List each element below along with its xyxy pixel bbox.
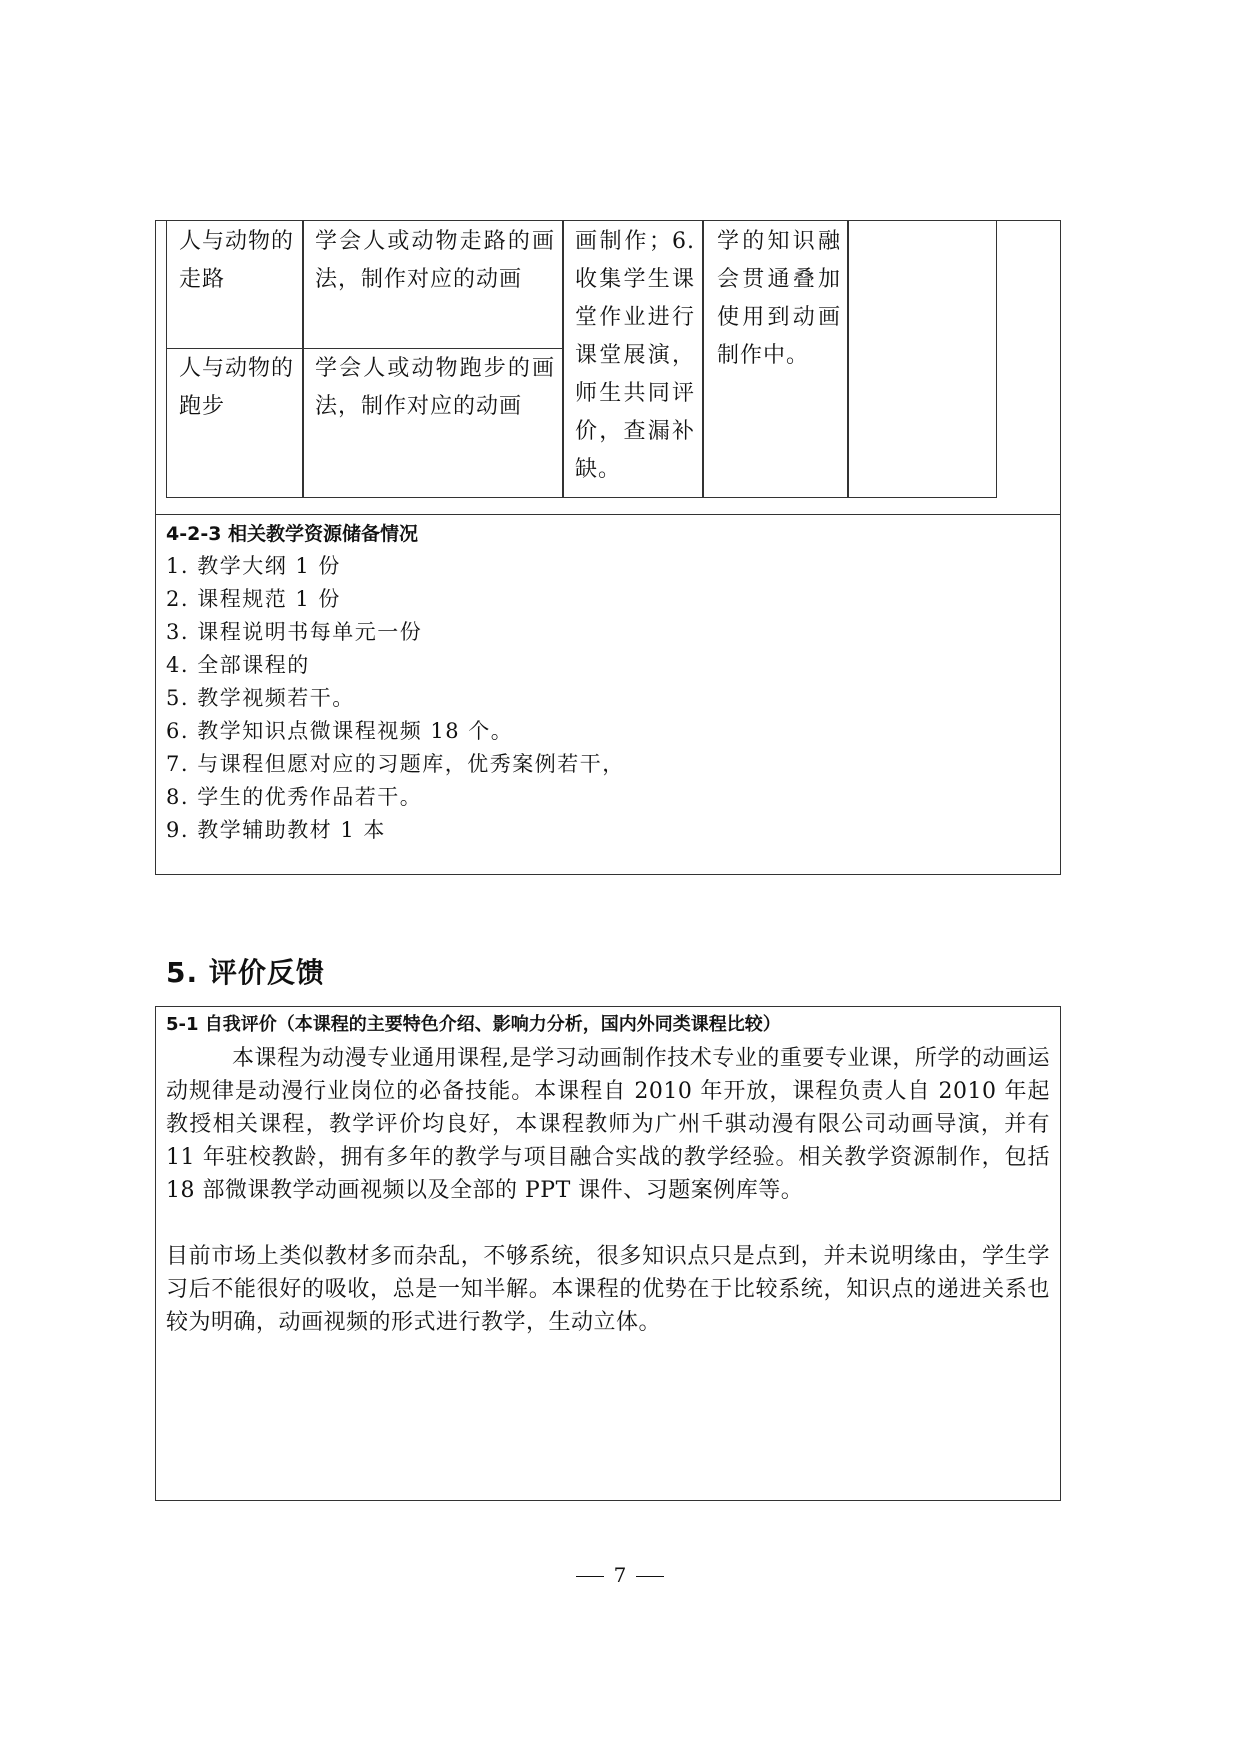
list-item: 6. 教学知识点微课程视频 18 个。 (166, 719, 514, 743)
list-item: 8. 学生的优秀作品若干。 (166, 785, 423, 809)
resources-title: 4-2-3 相关教学资源储备情况 (166, 523, 419, 545)
section-divider (155, 514, 1061, 515)
table-cell-topic: 人与动物的走路 (179, 229, 295, 292)
evaluation-paragraph: 本课程为动漫专业通用课程,是学习动画制作技术专业的重要专业课，所学的动画运动规律是动漫行业岗位的必备技能。本课程自 2010 年开放，课程负责人自 2010 年起教授相关课程，教学评价均良好，本课程教师为广州千骐动漫有限公司动画导演，并有 11 年驻校教龄，拥有多年的教学与项目融合实战的教学经验。相关教学资源制作，包括 18 部微课教学动画视频以及全部的 PPT 课件、习题案例库等。 (166, 1046, 1050, 1203)
column-divider (702, 221, 704, 498)
table-cell-method: 画制作；6. 收集学生课堂作业进行课堂展演，师生共同评价，查漏补缺。 (575, 229, 695, 482)
footer-dash (636, 1576, 664, 1577)
page-number: 7 (613, 1563, 627, 1587)
footer-dash (576, 1576, 604, 1577)
list-item: 4. 全部课程的 (166, 653, 310, 677)
list-item: 7. 与课程但愿对应的习题库，优秀案例若干， (166, 752, 625, 776)
list-item: 2. 课程规范 1 份 (166, 587, 341, 611)
course-content-table (166, 220, 997, 498)
row-divider (167, 348, 562, 349)
table-cell-topic: 人与动物的跑步 (179, 356, 295, 419)
table-cell-objective: 学会人或动物走路的画法，制作对应的动画 (315, 229, 555, 292)
list-item: 3. 课程说明书每单元一份 (166, 620, 423, 644)
list-item: 9. 教学辅助教材 1 本 (166, 818, 386, 842)
table-cell-goal: 学的知识融会贯通叠加使用到动画制作中。 (717, 229, 841, 368)
table-cell-objective: 学会人或动物跑步的画法，制作对应的动画 (315, 356, 555, 419)
list-item: 5. 教学视频若干。 (166, 686, 355, 710)
column-divider (847, 221, 849, 498)
resources-list (166, 550, 625, 847)
column-divider (302, 221, 304, 498)
evaluation-paragraph: 目前市场上类似教材多而杂乱，不够系统，很多知识点只是点到，并未说明缘由，学生学习后不能很好的吸收，总是一知半解。本课程的优势在于比较系统，知识点的递进关系也较为明确，动画视频的形式进行教学，生动立体。 (166, 1244, 1050, 1335)
section-title: 5. 评价反馈 (166, 956, 325, 989)
list-item: 1. 教学大纲 1 份 (166, 554, 341, 578)
column-divider (562, 221, 564, 498)
page-footer (0, 1560, 1240, 1590)
evaluation-heading: 5-1 自我评价（本课程的主要特色介绍、影响力分析，国内外同类课程比较） (166, 1014, 781, 1035)
